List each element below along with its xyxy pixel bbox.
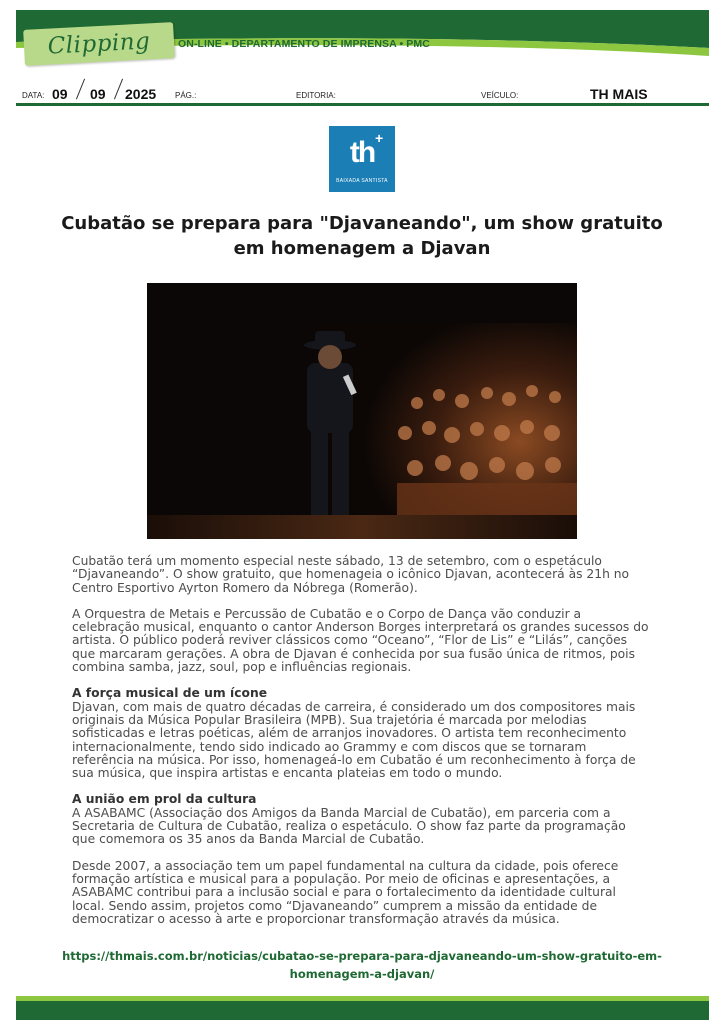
footer-stripe-dark bbox=[16, 1001, 709, 1020]
logo-subtitle: BAIXADA SANTISTA bbox=[336, 178, 388, 184]
article-title: Cubatão se prepara para "Djavaneando", um show gratuito em homenagem a Djavan bbox=[61, 213, 663, 259]
date-year: 2025 bbox=[125, 86, 157, 102]
article-paragraph: Cubatão terá um momento especial neste sábado, 13 de setembro, com o espetáculo “Djavaneando”. O show gratuito, que homenageia o icônico Djavan, acontecerá às 21h no Centro Esportivo Ayrton Romero da Nóbrega (Romerão). bbox=[72, 554, 630, 595]
date-separator bbox=[76, 79, 85, 100]
vehicle-label: VEÍCULO: bbox=[481, 91, 519, 100]
singer-on-stage-photo bbox=[147, 283, 577, 539]
logo-plus: + bbox=[375, 130, 384, 146]
section-label: EDITORIA: bbox=[296, 91, 336, 100]
date-month: 09 bbox=[90, 86, 106, 102]
article-subheading: A força musical de um ícone bbox=[72, 686, 268, 701]
vehicle-name: TH MAIS bbox=[590, 86, 648, 102]
clipping-label: Clipping bbox=[47, 28, 151, 60]
article-paragraph: A Orquestra de Metais e Percussão de Cubatão e o Corpo de Dança vão conduzir a celebração musical, enquanto o cantor Anderson Borges interpretará os grandes sucessos do artista. O público poderá reviver clássicos como “Oceano”, “Flor de Lis” e “Lilás”, canções que marcaram gerações. A obra de Djavan é conhecida por sua fusão única de ritmos, pois combina samba, jazz, soul, pop e influências regionais. bbox=[72, 606, 649, 675]
article-paragraph: A ASABAMC (Associação dos Amigos da Banda Marcial de Cubatão), em parceria com a Secretaria de Cultura de Cubatão, realiza o espetáculo. O show faz parte da programação que comemora os 35 anos da Banda Marcial de Cubatão. bbox=[72, 805, 626, 847]
date-separator bbox=[114, 79, 123, 100]
article-paragraph: Djavan, com mais de quatro décadas de carreira, é considerado um dos compositores mais originais da Música Popular Brasileira (MPB). Sua trajetória é marcada por melodias sofisticadas e letras poéticas, além de arranjos inovadores. O artista tem reconhecimento internacionalmente, tendo sido indicado ao Grammy e com discos que se tornaram referência na música. Por isso, homenageá-lo em Cubatão é um reconhecimento à força de sua música, que inspira artistas e encanta plateias em todo o mundo. bbox=[72, 699, 636, 781]
clipping-info-row bbox=[22, 84, 710, 104]
source-link[interactable]: https://thmais.com.br/noticias/cubatao-se-prepara-para-djavaneando-um-show-gratuito-em-homenagem-a-djavan/ bbox=[62, 949, 662, 981]
page-label: PÁG.: bbox=[175, 91, 197, 100]
th-mais-logo bbox=[329, 126, 395, 192]
article-subheading: A união em prol da cultura bbox=[72, 792, 257, 807]
date-day: 09 bbox=[52, 86, 68, 102]
header-divider bbox=[16, 103, 709, 106]
article-paragraph: Desde 2007, a associação tem um papel fundamental na cultura da cidade, pois oferece formação artística e musical para a população. Por meio de oficinas e apresentações, a ASABAMC contribui para a inclusão social e para o fortalecimento da identidade cultural local. Sendo assim, projetos como “Djavaneando” cumprem a missão da entidade de democratizar o acesso à arte e proporcionar transformação através da música. bbox=[72, 858, 619, 926]
logo-text: th bbox=[349, 136, 375, 169]
header-subtitle: ON-LINE • DEPARTAMENTO DE IMPRENSA • PMC bbox=[178, 38, 430, 50]
date-label: DATA: bbox=[22, 91, 45, 100]
article-body bbox=[72, 555, 652, 939]
